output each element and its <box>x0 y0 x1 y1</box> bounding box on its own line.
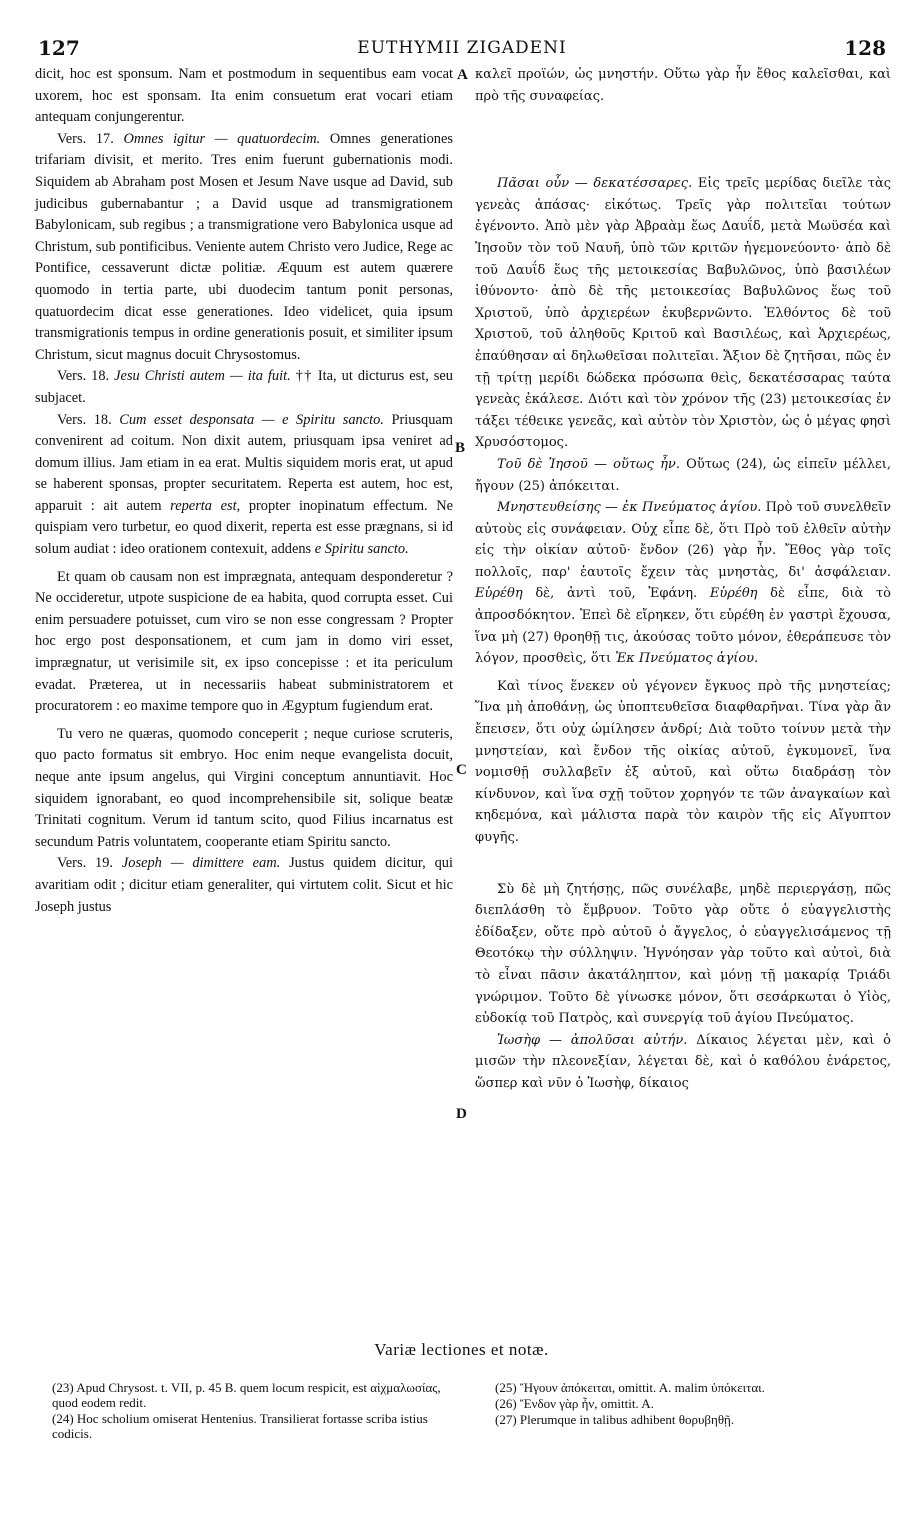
greek-paragraph <box>475 497 891 670</box>
page-number-right: 128 <box>844 36 886 60</box>
greek-paragraph <box>475 1030 891 1095</box>
lemma: Εὑρέθη <box>709 586 758 602</box>
greek-paragraph <box>475 454 891 497</box>
latin-paragraph <box>35 410 453 561</box>
footnote: (26) Ἔνδον γὰρ ἦν, omittit. A. <box>495 1396 654 1411</box>
latin-paragraph: Et quam ob causam non est imprægnata, antequam desponderetur ? Ne occideretur, utpote suspicione de ea habita, quod corrupta esset. Cui enim persuadere potuisset, cum viro se non esse congressam ? Propter hoc ergo post desponsationem, et cum jam in domo viri esset, imprægnatur, ut verisimile sit, ex ipso concepisse : et ita periculum evadat. Præterea, ut in necessariis habeat subministratorem et procuratorem : eo maxime tempore quo in Ægyptum fugiendum erat. <box>35 568 453 715</box>
lemma: Τοῦ δὲ Ἰησοῦ — οὕτως ἦν. <box>497 456 680 472</box>
commentary-text: Omnes generationes trifariam divisit, et merito. Tres enim fuerunt gubernationis modi. Siquidem ab Abraham post Mosen et Jesum Nave usque ad David, sub judicibus gubernabantur ; a David usque ad transmigrationem Babylonicam, sub regibus ; a transmigratione vero Babylonica usque ad Christum, sub pontificibus. Veniente autem Christo vero Judice, Rege ac Pontifice, cessaverunt dictæ politiæ. Æquum est autem quærere quomodo in tertia parte, ubi duodecim tantum ponit personas, quatuordecim dicat esse generationes. Ideo videlicet, quia ipsum transmigrationis tempus in ordine generationis posuit, et similiter ipsum Christum, sicut magnus docuit Chrysostomus. <box>35 130 453 363</box>
latin-paragraph <box>35 129 453 367</box>
footnote: (23) Apud Chrysost. t. VII, p. 45 B. quem locum respicit, est αἰχμαλωσίας, quod eodem redit. <box>52 1380 441 1410</box>
lemma: Ἰωσὴφ — ἀπολῦσαι αὐτήν. <box>497 1032 688 1048</box>
greek-paragraph: Καὶ τίνος ἕνεκεν οὐ γέγονεν ἔγκυος πρὸ τῆς μνηστείας; Ἵνα μὴ ἀποθάνῃ, ὡς ὑποπτευθεῖσα διαφθαρῆναι. Τίνα γὰρ ἂν ἔπεισεν, ὅτι οὐχ ὡμίλησεν ἀνδρί; Διὰ τοῦτο τοίνυν μετὰ τὴν μνηστείαν, καὶ ἔνδον τῆς οἰκίας αὐτοῦ, ἐγκυμονεῖ, ἵνα νομισθῇ συλλαβεῖν ἐξ αὐτοῦ, καὶ οὕτω διαδράσῃ τὸν κίνδυνον, καὶ ἵνα σχῇ τοῦτον χορηγόν τε τῶν ἀναγκαίων καὶ κηδεμόνα, καὶ μάλιστα παρὰ τὸν καιρὸν τῆς εἰς Αἴγυπτον φυγῆς. <box>475 678 891 845</box>
page-header <box>38 36 886 60</box>
page-number-left: 127 <box>38 36 80 60</box>
commentary-text: δὲ, ἀντὶ τοῦ, Ἐφάνη. <box>535 586 698 602</box>
lemma: Ἐκ Πνεύματος ἁγίου. <box>615 651 759 667</box>
section-marker-d: D <box>456 1106 467 1122</box>
notes-title: Variæ lectiones et notæ. <box>374 1340 549 1359</box>
verse-ref: Vers. 17. <box>57 130 114 147</box>
commentary-text: Priusquam convenirent ad coitum. Non dixit autem, priusquam ipsa veniret ad domum illius. Jam etiam in ea erat. Multis siquidem moris erat, ut apud se haberent sponsas, propter securitatem. Reperta est autem, hoc est, apparuit : ait autem <box>35 411 453 514</box>
lemma: reperta est, <box>170 497 241 514</box>
lemma: Joseph — dimittere eam. <box>121 855 281 872</box>
running-title: EUTHYMII ZIGADENI <box>357 38 567 58</box>
commentary-text: †† Ita, ut dicturus est, seu subjacet. <box>35 368 453 406</box>
section-marker-b: B <box>455 440 466 456</box>
commentary-text: Εἰς τρεῖς μερίδας διεῖλε τὰς γενεὰς ἁπάσας· εἰκότως. Τρεῖς γὰρ πολιτεῖαι τούτων ἐγένοντο. Ἀπὸ μὲν γὰρ Ἀβραὰμ ἕως Δαυΐδ, μετὰ Μωϋσέα καὶ Ἰησοῦν τὸν τοῦ Ναυῆ, ὑπὸ τῶν κριτῶν ἡγεμονεύοντο· ἀπὸ δὲ τοῦ Δαυΐδ ἕως τῆς μετοικεσίας Βαβυλῶνος, ὑπὸ βασιλέων ἰθύνοντο· ἀπὸ δὲ τῆς μετοικεσίας Βαβυλῶνος ἕως τοῦ Χριστοῦ, ὑπὸ ἀρχιερέων ἐκυβερνῶντο. Ἐλθόντος δὲ τοῦ Χριστοῦ, τοῦ ἀληθοῦς Κριτοῦ καὶ Βασιλέως, καὶ Ἀρχιερέως, ἐπαύθησαν αἱ δηλωθεῖσαι πολιτεῖαι. Ἄξιον δὲ ζητῆσαι, πῶς ἐν τῇ τρίτῃ μερίδι δώδεκα πρόσωπα θεὶς, δεκατέσσαρας ταύτα γενεὰς ἐκάλεσε. Διότι καὶ τὸν χρόνον τῆς (23) μετοικεσίας ἐν τάξει τέθεικε γενεᾶς, καὶ αὐτὸν τὸν Χριστὸν, ὡς ὁ μέγας φησὶ Χρυσόστομος. <box>475 176 892 451</box>
latin-paragraph <box>35 853 453 918</box>
latin-paragraph: Tu vero ne quæras, quomodo conceperit ; neque curiose scruteris, quo pacto formatus sit embryo. Hoc enim neque evangelista docuit, neque ante ipsum angelus, qui Virgini conceptum annuntiavit. Hoc siquidem ignorabant, eo quod incomprehensibile sit, solique beatæ Trinitati cognitum. Verum id tantum scito, quod Filius incarnatus est secundum Patris voluntatem, cooperante etiam Spiritu sancto. <box>35 725 453 850</box>
greek-column <box>475 64 891 1095</box>
section-marker-a: A <box>457 67 468 83</box>
footnote: (27) Plerumque in talibus adhibent θορυβηθῇ. <box>495 1412 735 1427</box>
commentary-text: propter inopinatum effectum. Ne quispiam vero turbetur, eo quod dixerit, reperta est esse prægnans, si id solum audiat : ideo orationem contexuit, addens <box>35 497 453 558</box>
notes-right-column <box>495 1380 890 1428</box>
verse-ref: Vers. 19. <box>57 855 114 872</box>
lemma: Cum esset desponsata — e Spiritu sancto. <box>119 411 384 428</box>
greek-paragraph: Σὺ δὲ μὴ ζητήσῃς, πῶς συνέλαβε, μηδὲ περιεργάσῃ, πῶς διεπλάσθη τὸ ἔμβρυον. Τοῦτο γὰρ οὔτε ὁ εὐαγγελιστὴς ἐδίδαξεν, οὔτε πρὸ αὐτοῦ ὁ ἄγγελος, ὁ εὐαγγελισάμενος τῇ Θεοτόκῳ τὴν σύλληψιν. Ἠγνόησαν γὰρ τοῦτο καὶ αὐτοὶ, διὰ τὸ εἶναι πᾶσιν ἀκατάληπτον, καὶ μόνῃ τῇ μακαρίᾳ Τριάδι γνώριμον. Τοῦτο δὲ γίνωσκε μόνον, ὅτι σεσάρκωται ὁ Υἱὸς, εὐδοκίᾳ τοῦ Πατρὸς, καὶ συνεργίᾳ τοῦ ἁγίου Πνεύματος. <box>475 881 891 1027</box>
latin-paragraph <box>35 366 453 409</box>
notes-left-column <box>52 1380 452 1442</box>
commentary-text: Justus quidem dicitur, qui avaritiam odit ; dicitur etiam generaliter, qui virtutem colit. Sicut et hic Joseph justus <box>35 855 453 915</box>
verse-ref: Vers. 18. <box>57 368 110 385</box>
lemma: Jesu Christi autem — ita fuit. <box>114 368 291 385</box>
footnote: (25) Ἤγουν ἀπόκειται, omittit. A. malim ὑπόκειται. <box>495 1380 765 1395</box>
lemma: Omnes igitur — quatuordecim. <box>123 130 321 147</box>
latin-column <box>35 64 453 918</box>
commentary-text: δὲ εἶπε, διὰ τὸ ἀπροσδόκητον. Ἐπεὶ δὲ εἴρηκεν, ὅτι εὑρέθη ἐν γαστρὶ ἔχουσα, ἵνα μὴ (27) θροηθῇ τις, ἀκούσας τοῦτο μόνον, ἐθεράπευσε τὸν λόγον, προσθεὶς, ὅτι <box>475 586 891 667</box>
footnote: (24) Hoc scholium omiserat Hentenius. Transilierat fortasse scriba istius codicis. <box>52 1411 428 1441</box>
commentary-text: Πρὸ τοῦ συνελθεῖν αὐτοὺς εἰς συνάφειαν. Οὐχ εἶπε δὲ, ὅτι Πρὸ τοῦ ἐλθεῖν αὐτὴν εἰς τὴν οἰκίαν αὐτοῦ· ἔνδον (26) γὰρ ἦν. Ἔθος γὰρ τοῖς πολλοῖς, παρ' ἑαυτοῖς ἔχειν τὰς μνηστὰς, δι' ἀσφάλειαν. <box>475 500 891 580</box>
section-marker-c: C <box>456 762 467 778</box>
commentary-text: Δίκαιος λέγεται μὲν, καὶ ὁ μισῶν τὴν πλεονεξίαν, λέγεται δὲ, καὶ ὁ καθόλου ἐνάρετος, ὥσπερ καὶ νῦν ὁ Ἰωσὴφ, δίκαιος <box>475 1032 891 1091</box>
greek-paragraph <box>475 173 891 454</box>
latin-paragraph: dicit, hoc est sponsum. Nam et postmodum in sequentibus eam vocat uxorem, hoc est sponsam. Ita enim consuetum erat vocari etiam antequam conjungerentur. <box>35 66 453 126</box>
greek-paragraph: καλεῖ προϊών, ὡς μνηστήν. Οὕτω γὰρ ἦν ἔθος καλεῖσθαι, καὶ πρὸ τῆς συναφείας. <box>475 67 891 104</box>
verse-ref: Vers. 18. <box>57 411 112 428</box>
lemma: Μνηστευθείσης — ἐκ Πνεύματος ἁγίου. <box>497 500 762 516</box>
lemma: Πᾶσαι οὖν — δεκατέσσαρες. <box>497 176 693 192</box>
commentary-text: Οὕτως (24), ὡς εἰπεῖν μέλλει, ἤγουν (25) ἀπόκειται. <box>475 456 891 494</box>
lemma: Εὑρέθη <box>475 586 523 602</box>
lemma: e Spiritu sancto. <box>314 541 409 558</box>
